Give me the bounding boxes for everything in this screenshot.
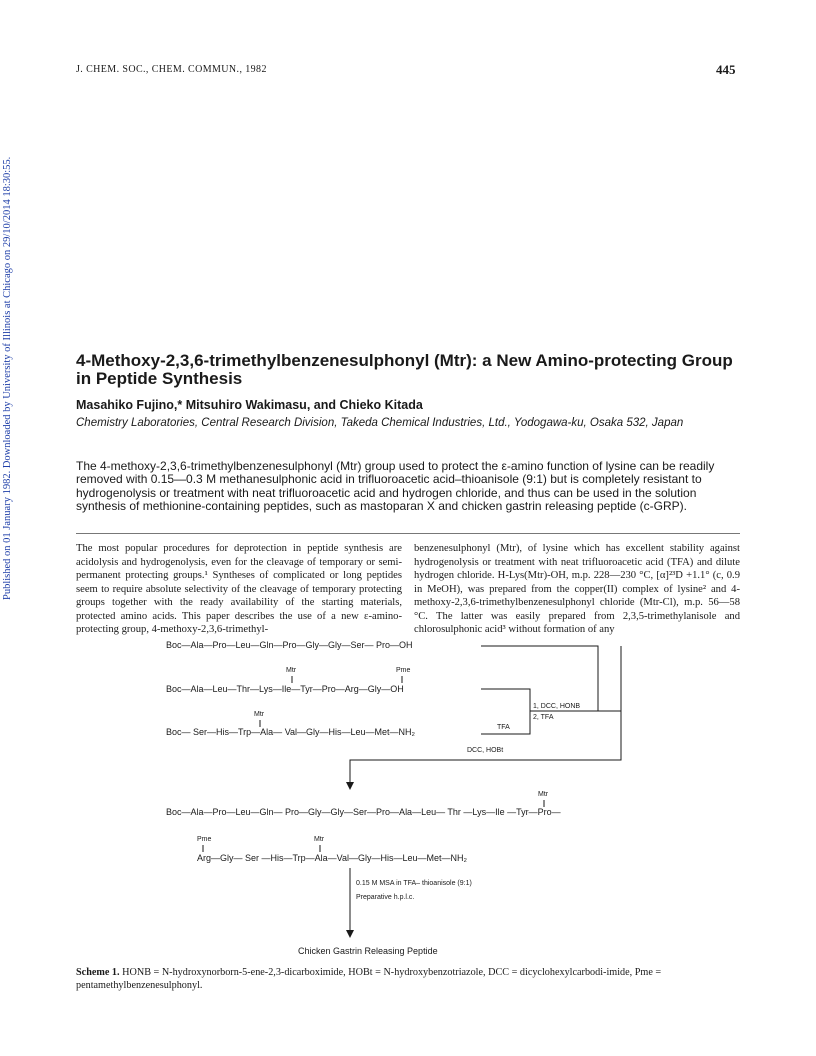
article-abstract: The 4-methoxy-2,3,6-trimethylbenzenesulphonyl (Mtr) group used to protect the ε-amino function of lysine can be readily removed with 0.15—0.3 M methanesulphonic acid in trifluoroacetic acid–thioanisole (9:1) but is completely resistant to hydrogenolysis or treatment with neat trifluoroacetic acid and hydrogen chloride, and thus can be used in the solution synthesis of methionine-containing peptides, such as mastoparan X and chicken gastrin releasing peptide (c-GRP). xyxy=(76,459,715,513)
body-column-right: benzenesulphonyl (Mtr), of lysine which has excellent stability against hydrogenolysis or treatment with neat trifluoroacetic acid (TFA) and dilute hydrogen chloride. H-Lys(Mtr)-OH, m.p. 228—230 °C, [α]²³D +1.1° (c, 0.9 in MeOH), was prepared from the copper(II) complex of lysine² and 4-methoxy-2,3,6-trimethylbenzenesulphonyl chloride (Mtr-Cl), m.p. 56—58 °C. The latter was easily prepared from 2,3,5-trimethylanisole and chlorosulphonic acid³ without formation of any xyxy=(414,543,740,635)
body-column-left: The most popular procedures for deprotection in peptide synthesis are acidolysis and hydrogenolysis, even for the cleavage of temporary or semi-permanent protecting groups.¹ Syntheses of complicated or long peptides seem to require absolute selectivity of the cleavage of temporary protecting groups together with the ready availability of the starting materials, protected amino acids. This paper describes the use of a new ε-amino-protecting group, 4-methoxy-2,3,6-trimethyl- xyxy=(76,543,402,635)
scheme-arrow-head-2 xyxy=(346,930,354,938)
article-authors: Masahiko Fujino,* Mitsuhiro Wakimasu, and Chieko Kitada xyxy=(76,398,423,412)
scheme-coupling-label: DCC, HOBt xyxy=(467,747,504,754)
scheme-fragment-2: Boc—Ala—Leu—Thr—Lys—Ile—Tyr—Pro—Arg—Gly—OH xyxy=(166,684,404,694)
scheme-fragment-2-mtr: Mtr xyxy=(286,667,297,674)
scheme-caption xyxy=(76,967,740,992)
scheme-arrow-head-1 xyxy=(346,782,354,790)
scheme-line-fragment-1 xyxy=(481,646,598,704)
scheme-product-mtr-2: Mtr xyxy=(314,836,325,843)
scheme-deprotection-step-1: 0.15 M MSA in TFA– thioanisole (9:1) xyxy=(356,880,472,887)
page-number: 445 xyxy=(716,62,736,77)
scheme-product-line-1: Boc—Ala—Pro—Leu—Gln— Pro—Gly—Gly—Ser—Pro—Ala—Leu— Thr —Lys—Ile —Tyr—Pro— xyxy=(166,807,561,817)
scheme-step-2: 2, TFA xyxy=(533,714,554,721)
running-head: J. CHEM. SOC., CHEM. COMMUN., 1982 xyxy=(76,64,267,75)
download-watermark-text[interactable]: Published on 01 January 1982. Downloaded by University of Illinois at Chicago on 29/10/2014 18:30:55. xyxy=(2,156,13,600)
scheme-final-product: Chicken Gastrin Releasing Peptide xyxy=(298,946,438,956)
scheme-fragment-3-mtr: Mtr xyxy=(254,711,265,718)
scheme-product-mtr: Mtr xyxy=(538,791,549,798)
article-affiliation: Chemistry Laboratories, Central Research Division, Takeda Chemical Industries, Ltd., Yodogawa-ku, Osaka 532, Japan xyxy=(76,417,684,429)
scheme-fragment-1: Boc—Ala—Pro—Leu—Gln—Pro—Gly—Gly—Ser— Pro—OH xyxy=(166,640,413,650)
scheme-product-pme: Pme xyxy=(197,836,212,843)
scheme-deprotection-step-2: Preparative h.p.l.c. xyxy=(356,894,415,901)
scheme-coupling-line xyxy=(350,646,621,784)
scheme-caption-text: HONB = N-hydroxynorborn-5-ene-2,3-dicarboximide, HOBt = N-hydroxybenzotriazole, DCC = dicyclohexylcarbodi-imide, Pme = pentamethylbenzenesulphonyl. xyxy=(76,967,662,991)
scheme-tfa-label: TFA xyxy=(497,724,510,731)
scheme-step-1: 1, DCC, HONB xyxy=(533,703,581,710)
article-title: 4-Methoxy-2,3,6-trimethylbenzenesulphonyl (Mtr): a New Amino-protecting Group in Peptide Synthesis xyxy=(76,351,733,388)
scheme-line-fragment-2 xyxy=(481,689,530,729)
scheme-fragment-3: Boc— Ser—His—Trp—Ala— Val—Gly—His—Leu—Met—NH₂ xyxy=(166,727,416,737)
scheme-caption-label: Scheme 1. xyxy=(76,967,120,978)
scheme-product-line-2: Arg—Gly— Ser —His—Trp—Ala—Val—Gly—His—Leu—Met—NH₂ xyxy=(197,853,468,863)
scheme-fragment-2-pme: Pme xyxy=(396,667,411,674)
